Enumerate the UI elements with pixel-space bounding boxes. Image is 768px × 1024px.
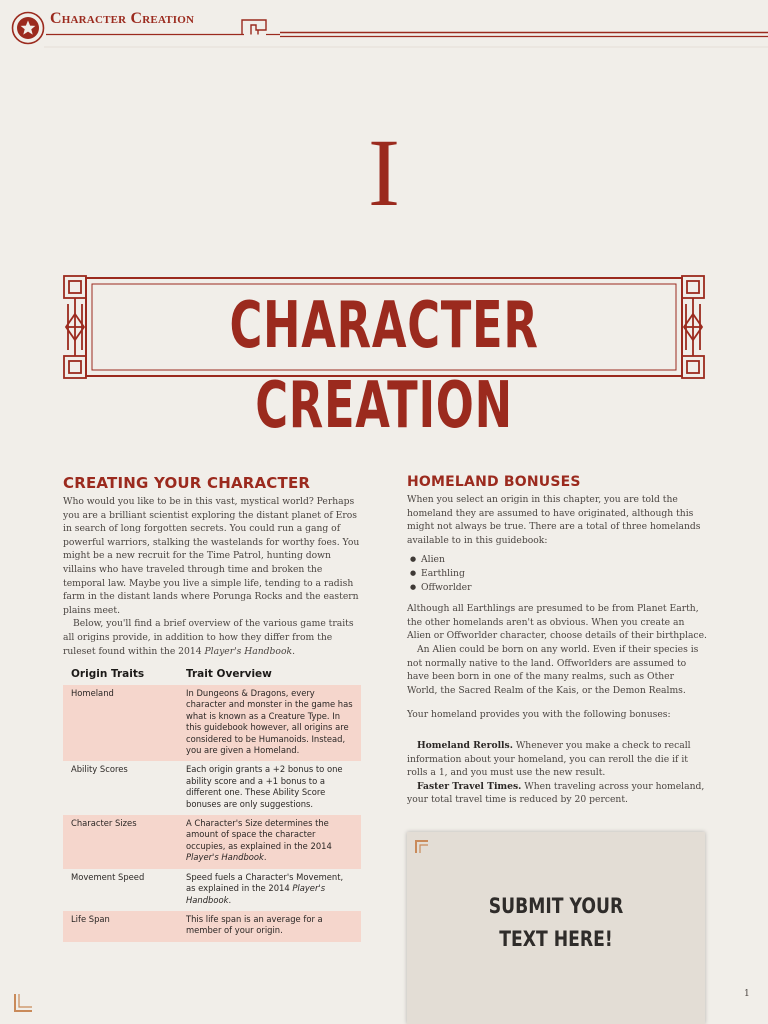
table-cell-trait: Movement Speed bbox=[63, 869, 178, 911]
star-emblem-icon bbox=[11, 11, 45, 45]
table-cell-trait: Homeland bbox=[63, 685, 178, 761]
submit-text-box bbox=[407, 832, 705, 1024]
creating-paragraph-2 bbox=[63, 617, 363, 658]
book-title: Player's Handbook bbox=[186, 883, 326, 905]
origin-traits-table bbox=[63, 664, 361, 942]
header-rule bbox=[44, 14, 768, 48]
table-row bbox=[63, 911, 361, 942]
submit-placeholder-text bbox=[434, 890, 678, 956]
page-number: 1 bbox=[744, 989, 750, 999]
table-row bbox=[63, 761, 361, 815]
paragraph-text: . bbox=[292, 645, 295, 657]
right-column bbox=[407, 474, 707, 807]
submit-line-1: SUBMIT YOUR bbox=[488, 894, 624, 918]
list-item: ● Alien bbox=[407, 553, 707, 567]
cell-text: . bbox=[228, 894, 232, 905]
homeland-intro: When you select an origin in this chapter, you are told the homeland they are assumed to have originated, although this might not always be true. There are a total of three homelands available to in this guidebook: bbox=[407, 494, 701, 546]
table-cell-trait: Character Sizes bbox=[63, 815, 178, 869]
submit-line-2: TEXT HERE! bbox=[499, 927, 613, 951]
table-cell-overview: This life span is an average for a member of your origin. bbox=[178, 911, 361, 942]
corner-ornament-icon bbox=[415, 840, 429, 854]
book-title: Player's Handbook bbox=[186, 852, 264, 863]
paragraph-text: Below, you'll find a brief overview of the various game traits all origins provide, in addition to how they differ from the ruleset found within the 2014 bbox=[63, 618, 354, 657]
rerolls-lead: Homeland Rerolls. bbox=[417, 739, 513, 751]
chapter-title-frame bbox=[62, 274, 706, 443]
cell-text: Speed fuels a Character's Movement, as explained in the 2014 bbox=[186, 871, 344, 894]
paragraph-text: Whenever you make a check to recall information about your homeland, you can reroll the die if it rolls a 1, and you must use the new result. bbox=[407, 739, 691, 779]
homeland-list bbox=[407, 553, 707, 594]
list-item: ● Earthling bbox=[407, 567, 707, 581]
table-row bbox=[63, 815, 361, 869]
header-title: Character Creation bbox=[50, 10, 195, 27]
homeland-paragraph-4: Your homeland provides you with the following bonuses: bbox=[407, 709, 671, 721]
book-title: Player's Handbook bbox=[204, 645, 293, 657]
table-cell-trait: Ability Scores bbox=[63, 761, 178, 815]
cell-text: A Character's Size determines the amount of space the character occupies, as explained in the 2014 bbox=[186, 818, 332, 851]
table-cell-overview bbox=[178, 815, 361, 869]
table-row bbox=[63, 685, 361, 761]
cell-text: . bbox=[263, 852, 267, 863]
homeland-travel-paragraph bbox=[407, 780, 707, 807]
list-item: ● Offworlder bbox=[407, 581, 707, 595]
table-cell-overview: Each origin grants a +2 bonus to one ability score and a +1 bonus to a different one. These Ability Score bonuses are only suggestions. bbox=[178, 761, 361, 815]
travel-lead: Faster Travel Times. bbox=[417, 780, 522, 792]
paragraph-text: When traveling across your homeland, your total travel time is reduced by 20 percent. bbox=[407, 780, 705, 806]
creating-character-heading: CREATING YOUR CHARACTER bbox=[63, 474, 311, 492]
left-column bbox=[63, 474, 363, 658]
homeland-bonuses-heading: HOMELAND BONUSES bbox=[407, 474, 581, 490]
homeland-paragraph-3: An Alien could be born on any world. Even if their species is not normally native to the land. Offworlders are assumed to have been born in one of the many realms, such as Other World, the Sacred Realm of the Kais, or the Demon Realms. bbox=[407, 643, 699, 696]
homeland-paragraph-2: Although all Earthlings are presumed to be from Planet Earth, the other homelands aren't as obvious. When you create an Alien or Offworlder character, choose details of their birthplace. bbox=[407, 603, 707, 642]
corner-ornament-icon bbox=[14, 994, 32, 1012]
chapter-title: CHARACTER CREATION bbox=[229, 289, 539, 443]
homeland-rerolls-paragraph bbox=[407, 739, 707, 780]
table-cell-overview: In Dungeons & Dragons, every character and monster in the game has what is known as a Creature Type. In this guidebook however, all origins are considered to be Humanoids. Instead, you are given a Homeland. bbox=[178, 685, 361, 761]
table-cell-overview bbox=[178, 869, 361, 911]
table-header-traits: Origin Traits bbox=[71, 668, 145, 680]
chapter-numeral: I bbox=[368, 119, 400, 226]
table-cell-trait: Life Span bbox=[63, 911, 178, 942]
creating-paragraph-1: Who would you like to be in this vast, mystical world? Perhaps you are a brilliant scientist exploring the distant planet of Eros in search of long forgotten secrets. You could run a gang of powerful warriors, stalking the wastelands for worthy foes. You might be a new recruit for the Time Patrol, hunting down villains who have traveled through time and broken the temporal law. Maybe you live a simple life, tending to a radish farm in the distant lands where Porunga Rocks and the eastern plains meet. bbox=[63, 496, 360, 616]
table-row bbox=[63, 869, 361, 911]
table-header-overview: Trait Overview bbox=[186, 668, 272, 680]
page-header bbox=[0, 0, 768, 48]
